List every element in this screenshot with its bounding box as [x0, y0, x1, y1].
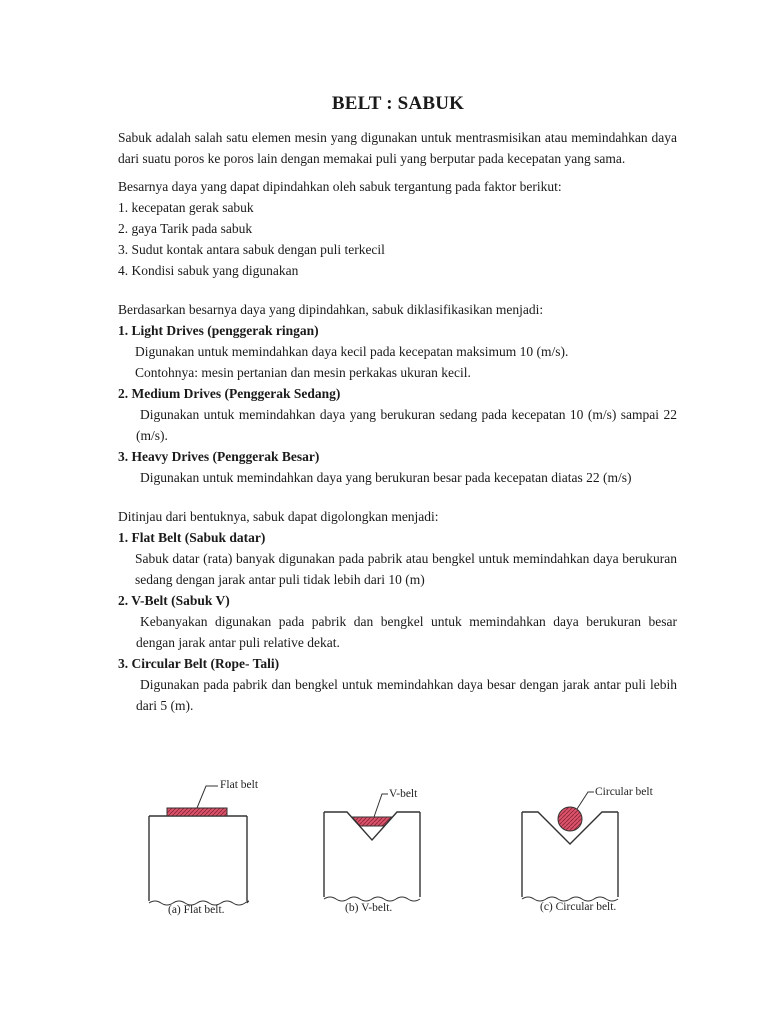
classification-lead: Berdasarkan besarnya daya yang dipindahkan, sabuk diklasifikasikan menjadi:	[118, 302, 544, 317]
v-belt-caption: (b) V-belt.	[345, 902, 393, 914]
factor-item: 4. Kondisi sabuk yang digunakan	[118, 263, 299, 278]
classification-text: Digunakan untuk memindahkan daya kecil pada kecepatan maksimum 10 (m/s).	[135, 344, 569, 359]
v-belt-diagram	[324, 788, 420, 914]
intro-paragraph: Sabuk adalah salah satu elemen mesin yang digunakan untuk mentrasmisikan atau memindahkan daya dari suatu poros ke poros lain dengan memakai puli yang berputar pada kecepatan yang sama.	[118, 130, 677, 166]
shape-text: Kebanyakan digunakan pada pabrik dan bengkel untuk memindahkan daya berukuran besar dengan jarak antar puli relative dekat.	[136, 614, 677, 650]
shape-heading: 3. Circular Belt (Rope- Tali)	[118, 656, 280, 671]
flat-belt-section	[167, 808, 227, 816]
factor-item: 2. gaya Tarik pada sabuk	[118, 221, 253, 236]
circular-belt-diagram	[522, 786, 654, 913]
circular-belt-label: Circular belt	[595, 786, 653, 798]
shape-text: Digunakan pada pabrik dan bengkel untuk memindahkan daya besar dengan jarak antar puli lebih dari 5 (m).	[136, 677, 677, 713]
shape-heading: 1. Flat Belt (Sabuk datar)	[118, 530, 266, 545]
circular-belt-section	[558, 807, 582, 831]
shapes-lead: Ditinjau dari bentuknya, sabuk dapat digolongkan menjadi:	[118, 509, 439, 524]
factor-item: 1. kecepatan gerak sabuk	[118, 200, 254, 215]
classification-heading: 3. Heavy Drives (Penggerak Besar)	[118, 449, 320, 464]
flat-belt-label: Flat belt	[220, 779, 259, 791]
v-belt-label: V-belt	[389, 788, 418, 800]
factors-lead: Besarnya daya yang dapat dipindahkan oleh sabuk tergantung pada faktor berikut:	[118, 179, 562, 194]
classification-text: Digunakan untuk memindahkan daya yang berukuran besar pada kecepatan diatas 22 (m/s)	[140, 470, 632, 485]
page-title: BELT : SABUK	[331, 93, 465, 114]
classification-text: Contohnya: mesin pertanian dan mesin perkakas ukuran kecil.	[135, 365, 471, 380]
document-body	[118, 127, 677, 716]
flat-belt-leader	[197, 786, 218, 808]
flat-belt-diagram	[149, 779, 259, 916]
shape-heading: 2. V-Belt (Sabuk V)	[118, 593, 230, 608]
circular-belt-leader	[577, 792, 594, 809]
circular-belt-caption: (c) Circular belt.	[540, 901, 617, 913]
factor-item: 3. Sudut kontak antara sabuk dengan puli terkecil	[118, 242, 385, 257]
shape-text: Sabuk datar (rata) banyak digunakan pada pabrik atau bengkel untuk memindahkan daya berukuran sedang dengan jarak antar puli tidak lebih dari 10 (m)	[135, 551, 677, 587]
classification-text: Digunakan untuk memindahkan daya yang berukuran sedang pada kecepatan 10 (m/s) sampai 22 (m/s).	[136, 407, 677, 443]
classification-heading: 1. Light Drives (penggerak ringan)	[118, 323, 319, 338]
belt-diagrams	[130, 770, 670, 920]
v-belt-leader	[374, 794, 388, 817]
classification-heading: 2. Medium Drives (Penggerak Sedang)	[118, 386, 341, 401]
flat-belt-caption: (a) Flat belt.	[168, 904, 225, 916]
belt-types-figure	[130, 770, 670, 920]
